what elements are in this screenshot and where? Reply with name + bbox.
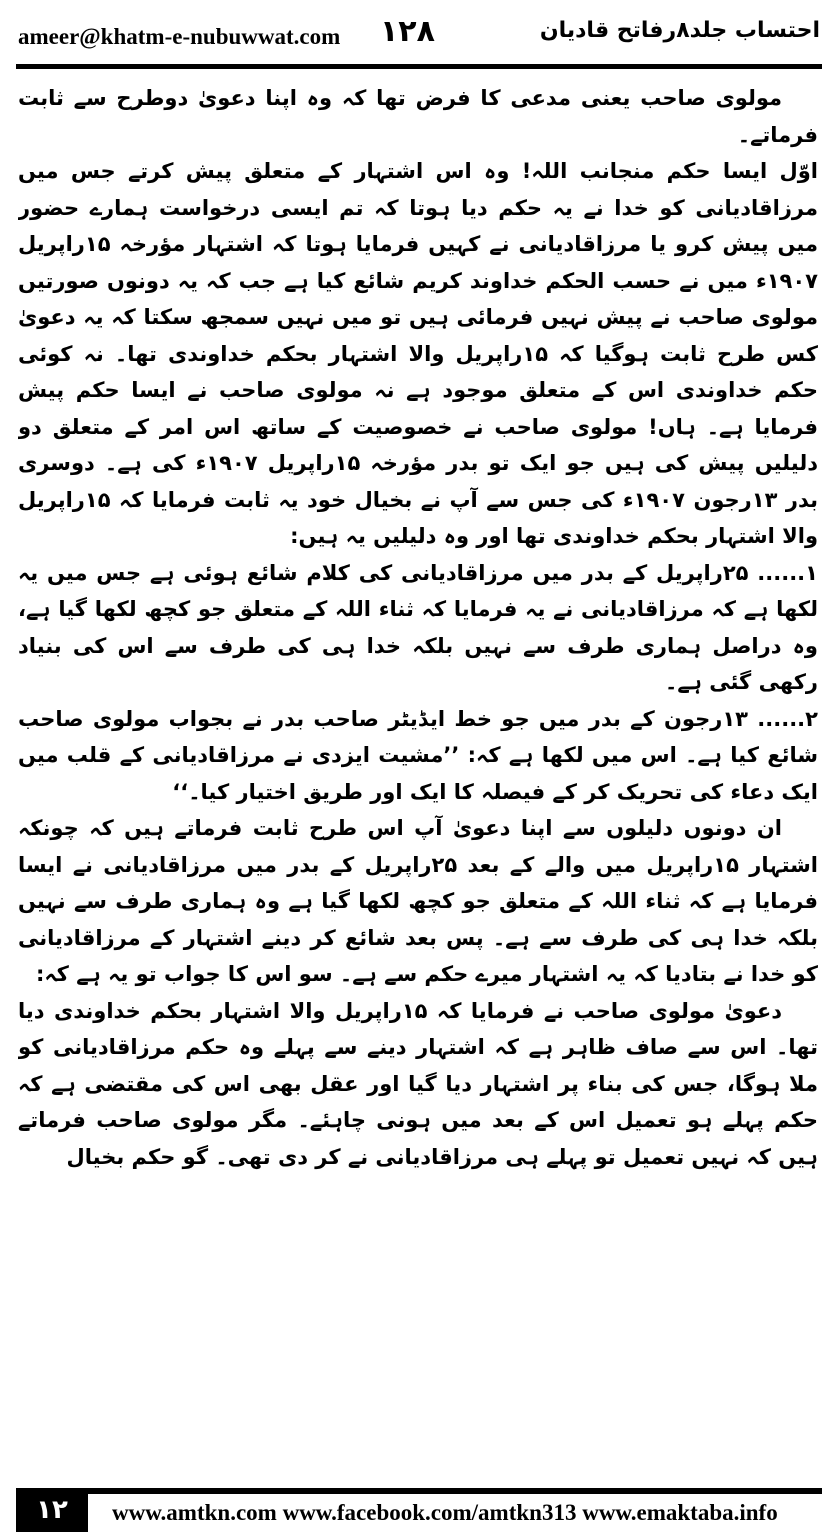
header-book-title: احتساب جلد۸رفاتح قادیان xyxy=(539,18,820,43)
paragraph-3: ان دونوں دلیلوں سے اپنا دعویٰ آپ اس طرح ثابت فرماتے ہیں کہ چونکہ اشتہار ۱۵راپریل میں والے کے بعد ۲۵راپریل کے بدر میں مرزاقادیانی نے ایسا فرمایا ہے کہ ثناء اللہ کے متعلق جو کچھ لکھا گیا ہے وہ ہماری طرف سے نہیں بلکہ خدا ہی کی طرف سے ہے۔ پس بعد شائع کر دینے اشتہار کے مرزاقادیانی کو خدا نے بتادیا کہ یہ اشتہار میرے حکم سے ہے۔ سو اس کا جواب تو یہ ہے کہ: xyxy=(18,816,818,986)
paragraph-2: اوّل ایسا حکم منجانب اللہ! وہ اس اشتہار کے متعلق پیش کرتے جس میں مرزاقادیانی کو خدا نے یہ حکم دیا ہوتا کہ تم ایسی درخواست ہمارے حضور میں پیش کرو یا مرزاقادیانی نے کہیں فرمایا ہوتا کہ اشتہار مؤرخہ ۱۵راپریل ۱۹۰۷ء میں نے حسب الحکم خداوند کریم شائع کیا ہے جب کہ یہ دونوں صورتیں مولوی صاحب نے پیش نہیں فرمائی ہیں تو میں نہیں سمجھ سکتا کہ یہ دعویٰ کس طرح ثابت ہوگیا کہ ۱۵راپریل والا اشتہار بحکم خداوندی تھا۔ نہ کوئی حکم خداوندی اس کے متعلق موجود ہے نہ مولوی صاحب نے ایسا حکم پیش فرمایا ہے۔ ہاں! مولوی صاحب نے خصوصیت کے ساتھ اس امر کے متعلق دو دلیلیں پیش کی ہیں جو ایک تو بدر مؤرخہ ۱۵راپریل ۱۹۰۷ء کی ہے۔ دوسری بدر ۱۳رجون ۱۹۰۷ء کی جس سے آپ نے بخیال خود یہ ثابت فرمایا کہ ۱۵راپریل والا اشتہار بحکم خداوندی تھا اور وہ دلیلیں یہ ہیں: xyxy=(18,159,818,548)
page-footer xyxy=(16,1488,822,1532)
footer-page-number: ۱۲ xyxy=(16,1488,88,1532)
evidence-item-2 xyxy=(18,701,818,811)
item-2-number: ۲...... xyxy=(757,706,818,731)
item-1-number: ۱...... xyxy=(757,560,818,585)
header-rule xyxy=(16,64,822,69)
footer-rule xyxy=(88,1488,822,1494)
page-header xyxy=(16,14,822,58)
item-2-text: ۱۳رجون کے بدر میں جو خط ایڈیٹر صاحب بدر نے بجواب مولوی صاحب شائع کیا ہے۔ اس میں لکھا ہے کہ: ’’مشیت ایزدی نے مرزاقادیانی کے قلب میں ایک دعاء کی تحریک کر کے فیصلہ کا ایک اور طریق اختیار کیا۔‘‘ xyxy=(18,706,818,804)
evidence-item-1 xyxy=(18,555,818,701)
header-page-number: ۱۲۸ xyxy=(380,14,435,49)
paragraph-4: دعویٰ مولوی صاحب نے فرمایا کہ ۱۵راپریل والا اشتہار بحکم خداوندی دیا تھا۔ اس سے صاف ظاہر ہے کہ اشتہار دینے سے پہلے وہ حکم مرزاقادیانی کو ملا ہوگا، جس کی بناء پر اشتہار دیا گیا اور عقل بھی اس کی مقتضی ہے کہ حکم پہلے ہو تعمیل اس کے بعد میں ہونی چاہئے۔ مگر مولوی صاحب فرماتے ہیں کہ نہیں تعمیل تو پہلے ہی مرزاقادیانی نے کر دی تھی۔ گو حکم بخیال xyxy=(18,998,818,1169)
paragraph-1: مولوی صاحب یعنی مدعی کا فرض تھا کہ وہ اپنا دعویٰ دوطرح سے ثابت فرماتے۔ xyxy=(18,86,818,147)
item-1-text: ۲۵راپریل کے بدر میں مرزاقادیانی کی کلام شائع ہوئی ہے جس میں یہ لکھا ہے کہ مرزاقادیانی نے یہ فرمایا کہ ثناء اللہ کے متعلق جو کچھ لکھا گیا ہے، وہ دراصل ہماری طرف سے نہیں بلکہ خدا ہی کی طرف سے اس کی بنیاد رکھی گئی ہے۔ xyxy=(18,560,818,694)
footer-links[interactable]: www.amtkn.com www.facebook.com/amtkn313 www.emaktaba.info xyxy=(112,1500,778,1525)
page-body xyxy=(18,80,818,1475)
header-email[interactable]: ameer@khatm-e-nubuwwat.com xyxy=(18,24,341,49)
